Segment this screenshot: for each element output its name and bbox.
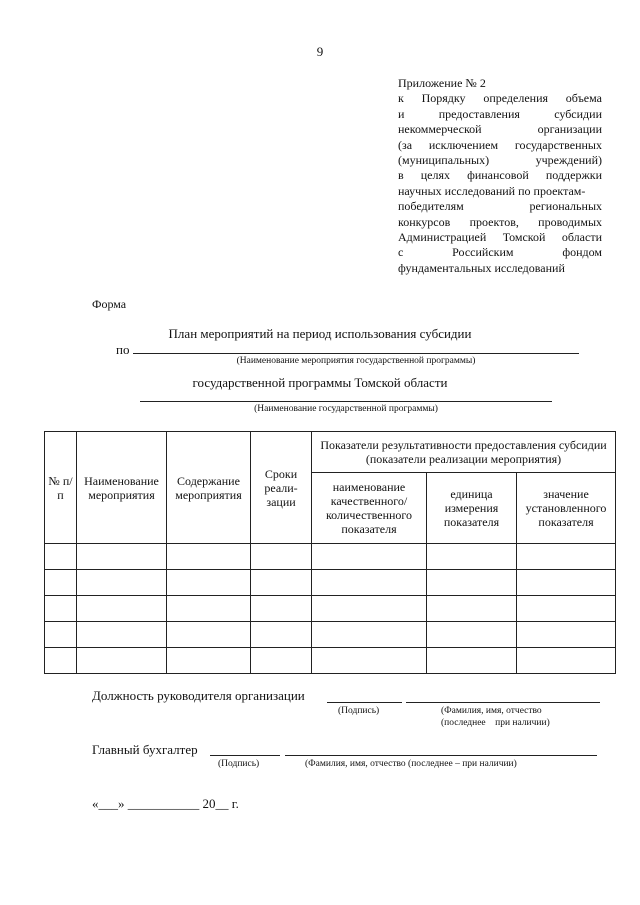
table-cell[interactable] bbox=[427, 544, 517, 570]
table-cell[interactable] bbox=[251, 544, 312, 570]
table-cell[interactable] bbox=[45, 622, 77, 648]
appendix-line bbox=[398, 91, 602, 106]
appendix-word: субсидии bbox=[554, 106, 602, 121]
program-name-hint: (Наименование государственной программы) bbox=[254, 404, 438, 414]
head-signature-line[interactable] bbox=[327, 702, 402, 703]
accountant-name-hint: (Фамилия, имя, отчество (последнее – при наличии) bbox=[305, 759, 517, 769]
form-label: Форма bbox=[92, 297, 127, 311]
appendix-word: организации bbox=[537, 122, 602, 137]
table-cell[interactable] bbox=[45, 570, 77, 596]
date-year-suffix: г. bbox=[231, 796, 239, 811]
col-header-indicator-name: наименование качественного/ количественного показателя bbox=[312, 473, 427, 544]
table-cell[interactable] bbox=[312, 570, 427, 596]
appendix-text bbox=[398, 91, 602, 276]
table-cell[interactable] bbox=[312, 648, 427, 674]
date-line[interactable] bbox=[92, 796, 239, 812]
head-name-line[interactable] bbox=[406, 702, 600, 703]
appendix-word: поддержки bbox=[545, 168, 602, 183]
table-cell[interactable] bbox=[517, 544, 616, 570]
table-row bbox=[45, 622, 616, 648]
appendix-word: и bbox=[398, 106, 405, 121]
appendix-line bbox=[398, 184, 602, 199]
table-cell[interactable] bbox=[77, 570, 167, 596]
col-header-name: Наименование мероприятия bbox=[77, 432, 167, 544]
date-close-quote: » bbox=[118, 796, 125, 811]
plan-title: План мероприятий на период использования субсидии bbox=[168, 326, 472, 341]
table-cell[interactable] bbox=[517, 596, 616, 622]
appendix-word: региональных bbox=[529, 199, 602, 214]
table-cell[interactable] bbox=[167, 648, 251, 674]
head-name-hint: (Фамилия, имя, отчество bbox=[441, 706, 542, 716]
plan-table bbox=[44, 431, 616, 674]
page-number: 9 bbox=[316, 44, 324, 59]
appendix-word: проводимых bbox=[538, 214, 602, 229]
col-header-indicators: Показатели результативности предоставления субсидии (показатели реализации мероприятия) bbox=[312, 432, 616, 473]
appendix-title: Приложение № 2 bbox=[398, 76, 486, 90]
event-name-hint: (Наименование мероприятия государственной программы) bbox=[236, 356, 476, 366]
appendix-line bbox=[398, 168, 602, 183]
appendix-word: Порядку bbox=[421, 91, 466, 106]
accountant-signature-hint: (Подпись) bbox=[218, 759, 260, 769]
table-cell[interactable] bbox=[45, 648, 77, 674]
table-cell[interactable] bbox=[45, 544, 77, 570]
table-cell[interactable] bbox=[77, 544, 167, 570]
appendix-word: определения bbox=[483, 91, 549, 106]
appendix-line bbox=[398, 215, 602, 230]
table-cell[interactable] bbox=[517, 648, 616, 674]
date-year-blank[interactable]: __ bbox=[215, 796, 229, 811]
appendix-line bbox=[398, 199, 602, 214]
table-cell[interactable] bbox=[77, 648, 167, 674]
chief-accountant-label: Главный бухгалтер bbox=[92, 742, 198, 757]
appendix-word: целях bbox=[420, 168, 450, 183]
po-label: по bbox=[116, 342, 130, 357]
col-header-indicator-unit: единица измерения показателя bbox=[427, 473, 517, 544]
date-day-blank[interactable]: ___ bbox=[98, 796, 118, 811]
appendix-word: государственных bbox=[514, 137, 602, 152]
appendix-word: учреждений) bbox=[535, 153, 602, 168]
table-cell[interactable] bbox=[167, 622, 251, 648]
appendix-word: некоммерческой bbox=[398, 122, 482, 137]
head-signature-hint: (Подпись) bbox=[338, 706, 380, 716]
date-open-quote: « bbox=[92, 796, 99, 811]
table-row bbox=[45, 570, 616, 596]
table-cell[interactable] bbox=[251, 596, 312, 622]
table-cell[interactable] bbox=[77, 596, 167, 622]
program-name-line[interactable] bbox=[140, 401, 552, 402]
table-cell[interactable] bbox=[312, 596, 427, 622]
appendix-word: Российским bbox=[452, 245, 514, 260]
table-cell[interactable] bbox=[167, 544, 251, 570]
appendix-line bbox=[398, 122, 602, 137]
date-year-prefix: 20 bbox=[202, 796, 216, 811]
table-row bbox=[45, 596, 616, 622]
table-cell[interactable] bbox=[427, 622, 517, 648]
appendix-word: области bbox=[561, 230, 602, 245]
table-row bbox=[45, 544, 616, 570]
appendix-word: фондом bbox=[562, 245, 602, 260]
appendix-word: научных исследований по проектам- bbox=[398, 183, 586, 198]
appendix-word: конкурсов bbox=[398, 214, 451, 229]
gov-program-label: государственной программы Томской области bbox=[192, 375, 448, 390]
appendix-word: к bbox=[398, 91, 404, 106]
appendix-line bbox=[398, 153, 602, 168]
appendix-word: фундаментальных исследований bbox=[398, 260, 565, 275]
appendix-word: победителям bbox=[398, 199, 464, 214]
table-cell[interactable] bbox=[167, 570, 251, 596]
table-cell[interactable] bbox=[167, 596, 251, 622]
appendix-line bbox=[398, 138, 602, 153]
head-name-hint-2: (последнее при наличии) bbox=[441, 718, 550, 728]
appendix-word: Администрацией bbox=[398, 230, 487, 245]
appendix-line bbox=[398, 230, 602, 245]
table-cell[interactable] bbox=[45, 596, 77, 622]
table-cell[interactable] bbox=[77, 622, 167, 648]
appendix-word: исключением bbox=[428, 137, 499, 152]
appendix-word: (муниципальных) bbox=[398, 153, 490, 168]
appendix-header bbox=[398, 76, 602, 276]
appendix-word: Томской bbox=[502, 230, 546, 245]
appendix-word: проектов, bbox=[469, 214, 519, 229]
col-header-number: № п/п bbox=[45, 432, 77, 544]
table-row bbox=[45, 648, 616, 674]
col-header-terms: Сроки реали-зации bbox=[251, 432, 312, 544]
col-header-content: Содержание мероприятия bbox=[167, 432, 251, 544]
appendix-word: с bbox=[398, 245, 404, 260]
table-cell[interactable] bbox=[312, 622, 427, 648]
table-cell[interactable] bbox=[312, 544, 427, 570]
table-cell[interactable] bbox=[427, 570, 517, 596]
event-name-line[interactable] bbox=[133, 353, 579, 354]
appendix-word: (за bbox=[398, 137, 413, 152]
table-cell[interactable] bbox=[251, 648, 312, 674]
table-body bbox=[45, 544, 616, 674]
appendix-word: финансовой bbox=[467, 168, 529, 183]
table-cell[interactable] bbox=[427, 648, 517, 674]
appendix-word: предоставления bbox=[438, 106, 520, 121]
date-month-blank[interactable]: ___________ bbox=[127, 796, 200, 811]
col-header-indicator-value: значение установленного показателя bbox=[517, 473, 616, 544]
appendix-word: в bbox=[398, 168, 404, 183]
appendix-line bbox=[398, 107, 602, 122]
appendix-line bbox=[398, 245, 602, 260]
head-position-label: Должность руководителя организации bbox=[92, 688, 305, 703]
appendix-word: объема bbox=[565, 91, 602, 106]
table-cell[interactable] bbox=[251, 570, 312, 596]
table-cell[interactable] bbox=[517, 570, 616, 596]
accountant-name-line[interactable] bbox=[285, 755, 597, 756]
table-cell[interactable] bbox=[427, 596, 517, 622]
table-cell[interactable] bbox=[517, 622, 616, 648]
table-cell[interactable] bbox=[251, 622, 312, 648]
appendix-line bbox=[398, 261, 602, 276]
accountant-signature-line[interactable] bbox=[210, 755, 280, 756]
